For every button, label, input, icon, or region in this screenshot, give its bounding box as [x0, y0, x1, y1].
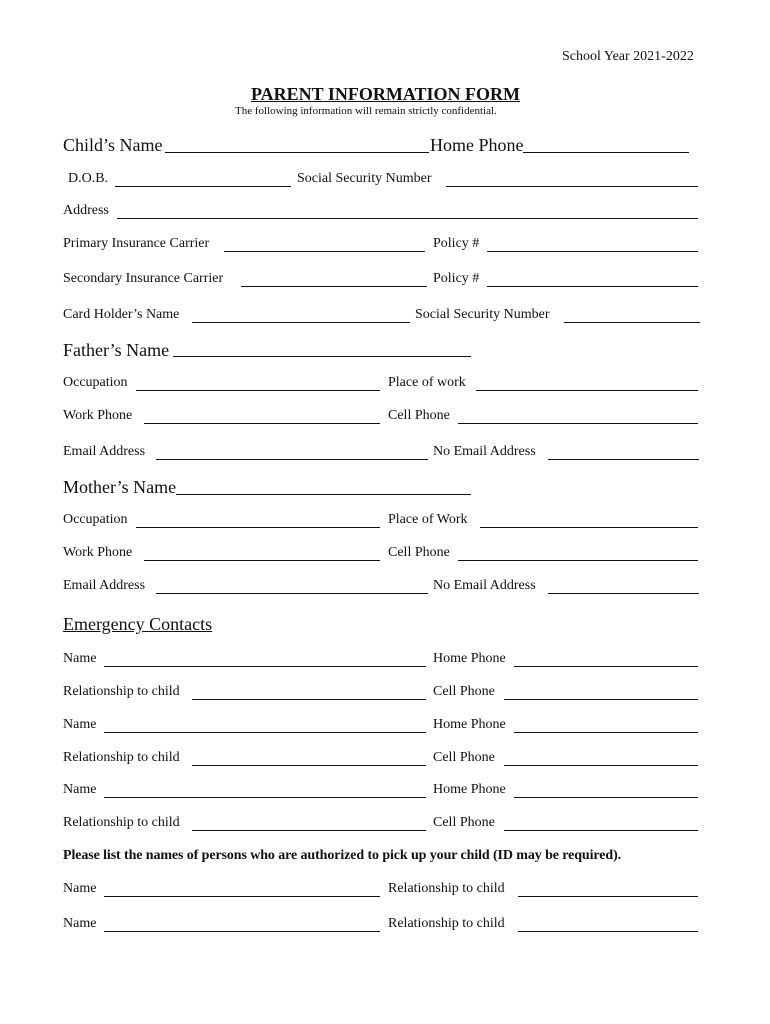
emergency3-relationship-label: Relationship to child: [63, 815, 180, 830]
pickup1-name-label: Name: [63, 881, 97, 896]
mother-occupation-field[interactable]: [136, 527, 380, 528]
secondary-insurance-label: Secondary Insurance Carrier: [63, 271, 224, 286]
card-holder-field[interactable]: [192, 322, 410, 323]
mother-name-label: Mother’s Name: [63, 477, 177, 497]
emergency3-home-phone-field[interactable]: [514, 797, 698, 798]
policy1-label: Policy #: [433, 236, 480, 251]
card-holder-ssn-label: Social Security Number: [415, 307, 550, 322]
pickup2-name-field[interactable]: [104, 931, 380, 932]
pickup2-relationship-label: Relationship to child: [388, 916, 505, 931]
primary-insurance-label: Primary Insurance Carrier: [63, 236, 210, 251]
mother-place-of-work-label: Place of Work: [388, 512, 468, 527]
emergency3-name-field[interactable]: [104, 797, 426, 798]
home-phone-field[interactable]: [523, 152, 689, 153]
mother-place-of-work-field[interactable]: [480, 527, 698, 528]
father-place-of-work-label: Place of work: [388, 375, 466, 390]
mother-cell-phone-field[interactable]: [458, 560, 698, 561]
emergency2-relationship-label: Relationship to child: [63, 750, 180, 765]
emergency2-home-phone-field[interactable]: [514, 732, 698, 733]
form-title: PARENT INFORMATION FORM: [251, 84, 520, 104]
emergency3-cell-phone-field[interactable]: [504, 830, 698, 831]
pickup-instruction: Please list the names of persons who are authorized to pick up your child (ID may be required).: [63, 848, 622, 863]
father-work-phone-label: Work Phone: [63, 408, 133, 423]
emergency3-home-phone-label: Home Phone: [433, 782, 506, 797]
father-no-email-field[interactable]: [548, 459, 699, 460]
father-work-phone-field[interactable]: [144, 423, 380, 424]
emergency1-cell-phone-field[interactable]: [504, 699, 698, 700]
emergency2-name-label: Name: [63, 717, 97, 732]
card-holder-ssn-field[interactable]: [564, 322, 700, 323]
emergency1-relationship-label: Relationship to child: [63, 684, 180, 699]
mother-occupation-label: Occupation: [63, 512, 128, 527]
pickup1-relationship-label: Relationship to child: [388, 881, 505, 896]
child-name-label: Child’s Name: [63, 135, 163, 155]
emergency2-cell-phone-label: Cell Phone: [433, 750, 495, 765]
father-no-email-label: No Email Address: [433, 444, 536, 459]
emergency1-name-label: Name: [63, 651, 97, 666]
emergency3-relationship-field[interactable]: [192, 830, 426, 831]
home-phone-label: Home Phone: [430, 135, 524, 155]
pickup1-name-field[interactable]: [104, 896, 380, 897]
dob-field[interactable]: [115, 186, 291, 187]
emergency2-relationship-field[interactable]: [192, 765, 426, 766]
address-label: Address: [63, 203, 109, 218]
father-name-field[interactable]: [173, 356, 471, 357]
policy2-field[interactable]: [487, 286, 698, 287]
father-occupation-label: Occupation: [63, 375, 128, 390]
emergency3-name-label: Name: [63, 782, 97, 797]
mother-no-email-label: No Email Address: [433, 578, 536, 593]
pickup2-relationship-field[interactable]: [518, 931, 698, 932]
card-holder-label: Card Holder’s Name: [63, 307, 180, 322]
form-subtitle: The following information will remain strictly confidential.: [235, 105, 497, 117]
mother-work-phone-field[interactable]: [144, 560, 380, 561]
emergency3-cell-phone-label: Cell Phone: [433, 815, 495, 830]
dob-label: D.O.B.: [68, 171, 109, 186]
emergency2-cell-phone-field[interactable]: [504, 765, 698, 766]
policy2-label: Policy #: [433, 271, 480, 286]
emergency1-cell-phone-label: Cell Phone: [433, 684, 495, 699]
child-ssn-label: Social Security Number: [297, 171, 432, 186]
mother-work-phone-label: Work Phone: [63, 545, 133, 560]
father-occupation-field[interactable]: [136, 390, 380, 391]
school-year: School Year 2021-2022: [562, 49, 694, 64]
emergency1-relationship-field[interactable]: [192, 699, 426, 700]
mother-email-field[interactable]: [156, 593, 428, 594]
emergency2-home-phone-label: Home Phone: [433, 717, 506, 732]
mother-cell-phone-label: Cell Phone: [388, 545, 450, 560]
father-cell-phone-field[interactable]: [458, 423, 698, 424]
father-email-label: Email Address: [63, 444, 146, 459]
emergency1-home-phone-field[interactable]: [514, 666, 698, 667]
father-name-label: Father’s Name: [63, 340, 170, 360]
address-field[interactable]: [117, 218, 698, 219]
child-ssn-field[interactable]: [446, 186, 698, 187]
policy1-field[interactable]: [487, 251, 698, 252]
emergency1-home-phone-label: Home Phone: [433, 651, 506, 666]
emergency2-name-field[interactable]: [104, 732, 426, 733]
child-name-field[interactable]: [165, 152, 429, 153]
mother-name-field[interactable]: [176, 494, 471, 495]
father-cell-phone-label: Cell Phone: [388, 408, 450, 423]
emergency-contacts-heading: Emergency Contacts: [63, 614, 213, 634]
secondary-insurance-field[interactable]: [241, 286, 427, 287]
primary-insurance-field[interactable]: [224, 251, 425, 252]
mother-no-email-field[interactable]: [548, 593, 699, 594]
mother-email-label: Email Address: [63, 578, 146, 593]
father-email-field[interactable]: [156, 459, 428, 460]
emergency1-name-field[interactable]: [104, 666, 426, 667]
father-place-of-work-field[interactable]: [476, 390, 698, 391]
pickup2-name-label: Name: [63, 916, 97, 931]
pickup1-relationship-field[interactable]: [518, 896, 698, 897]
